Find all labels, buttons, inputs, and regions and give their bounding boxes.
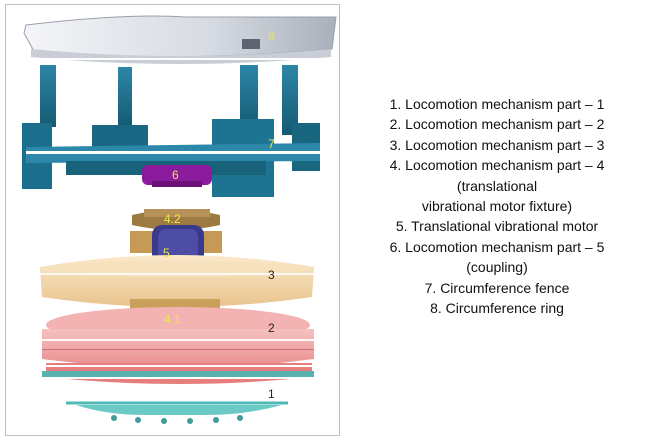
legend-line: 7. Circumference fence <box>424 279 570 296</box>
callout-6: 6 <box>172 168 179 182</box>
legend-line: 3. Locomotion mechanism part – 3 <box>389 136 605 153</box>
legend-line: vibrational motor fixture) <box>421 198 573 215</box>
legend-line: 1. Locomotion mechanism part – 1 <box>389 96 605 112</box>
locomotion-part1-base <box>66 403 288 424</box>
legend-line: 6. Locomotion mechanism part – 5 <box>389 238 605 255</box>
legend-line: (coupling) <box>466 259 528 276</box>
circumference-ring <box>6 16 339 64</box>
callout-7: 7 <box>268 137 275 151</box>
callout-4-1: 4.1 <box>164 312 181 326</box>
legend-line: 5. Translational vibrational motor <box>395 218 599 235</box>
callout-1: 1 <box>268 387 275 401</box>
legend-line: (translational <box>456 177 538 194</box>
callout-2: 2 <box>268 321 275 335</box>
callout-3: 3 <box>268 268 275 282</box>
callout-4-2: 4.2 <box>164 212 181 226</box>
callout-8: 8 <box>268 29 275 43</box>
parts-legend <box>348 94 646 318</box>
diagram-frame <box>5 4 340 436</box>
callout-5: 5 <box>163 246 170 260</box>
legend-line: 4. Locomotion mechanism part – 4 <box>389 157 605 174</box>
legend-line: 8. Circumference ring <box>430 300 564 317</box>
legend-line: 2. Locomotion mechanism part – 2 <box>389 116 605 133</box>
exploded-view-drawing <box>6 5 339 435</box>
